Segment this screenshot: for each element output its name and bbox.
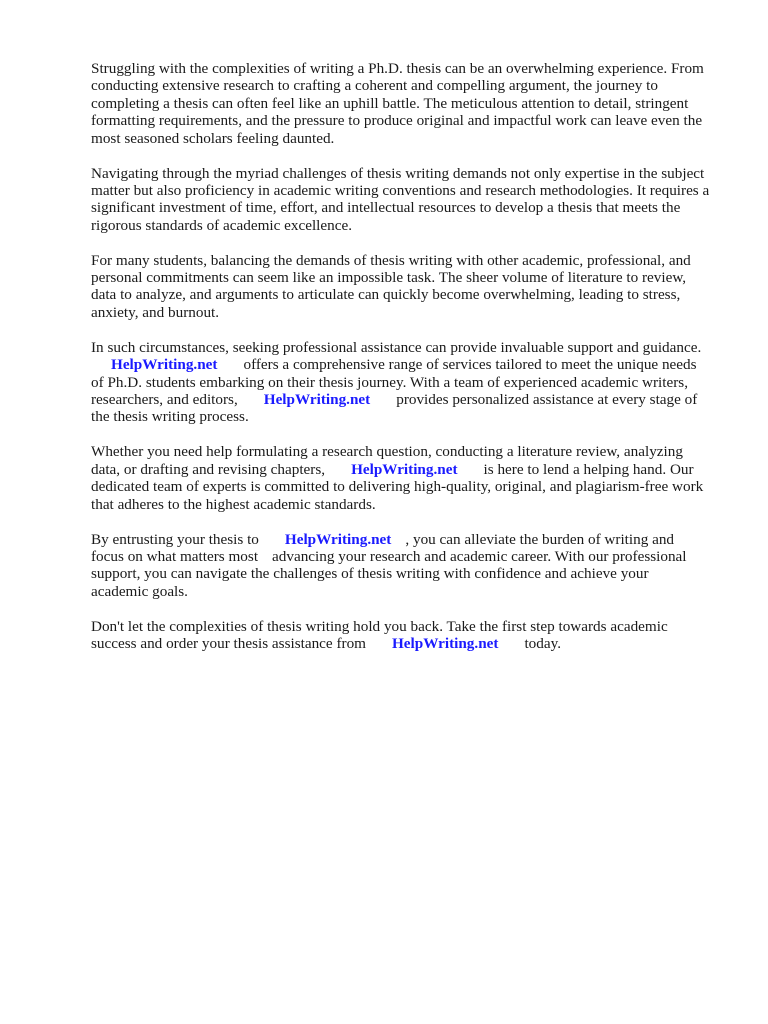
text-line — [91, 356, 731, 373]
paragraph-intro — [91, 60, 731, 147]
text-fragment: advancing your research and academic career. With our professional — [272, 547, 687, 565]
text-line — [91, 461, 731, 478]
text-fragment: success and order your thesis assistance from — [91, 635, 366, 653]
text-line: academic goals. — [91, 582, 188, 600]
text-line: that adheres to the highest academic standards. — [91, 495, 376, 513]
text-line: significant investment of time, effort, and intellectual resources to develop a thesis that meets the — [91, 199, 681, 217]
helpwriting-link[interactable]: HelpWriting.net — [263, 391, 371, 409]
text-line — [91, 548, 731, 565]
helpwriting-link[interactable]: HelpWriting.net — [351, 460, 458, 478]
document-page — [91, 60, 731, 670]
text-line: support, you can navigate the challenges of thesis writing with confidence and achieve your — [91, 565, 649, 583]
paragraph-assistance — [91, 339, 731, 426]
text-line: formatting requirements, and the pressure to produce original and impactful work can leave even the — [91, 112, 703, 130]
text-line: anxiety, and burnout. — [91, 303, 220, 321]
text-fragment: is here to lend a helping hand. Our — [483, 460, 694, 478]
paragraph-entrusting — [91, 531, 731, 601]
text-line — [91, 391, 731, 408]
text-line: the thesis writing process. — [91, 408, 249, 426]
text-fragment: By entrusting your thesis to — [91, 530, 259, 548]
paragraph-balancing — [91, 252, 731, 322]
paragraph-services — [91, 443, 731, 513]
text-line: Navigating through the myriad challenges of thesis writing demands not only expertise in the subject — [91, 164, 705, 182]
text-line: dedicated team of experts is committed to delivering high-quality, original, and plagiarism-free work — [91, 478, 704, 496]
text-line: In such circumstances, seeking professional assistance can provide invaluable support and guidance. — [91, 338, 702, 356]
text-line: For many students, balancing the demands of thesis writing with other academic, professional, and — [91, 251, 691, 269]
text-fragment: today. — [524, 635, 562, 653]
text-line: rigorous standards of academic excellence. — [91, 216, 353, 234]
text-fragment: provides personalized assistance at every stage of — [396, 391, 698, 409]
text-line: Don't let the complexities of thesis writing hold you back. Take the first step towards academic — [91, 617, 668, 635]
text-line: Whether you need help formulating a research question, conducting a literature review, analyzing — [91, 443, 683, 461]
paragraph-call-to-action — [91, 618, 731, 653]
paragraph-challenges — [91, 165, 731, 235]
text-line: data to analyze, and arguments to articulate can quickly become overwhelming, leading to stress, — [91, 286, 681, 304]
text-line: completing a thesis can often feel like an uphill battle. The meticulous attention to detail, stringent — [91, 94, 689, 112]
text-fragment: data, or drafting and revising chapters, — [91, 460, 326, 478]
text-line: Struggling with the complexities of writing a Ph.D. thesis can be an overwhelming experience. From — [91, 60, 704, 77]
text-fragment: offers a comprehensive range of services tailored to meet the unique needs — [243, 356, 697, 374]
text-line: of Ph.D. students embarking on their thesis journey. With a team of experienced academic writers, — [91, 373, 689, 391]
text-line: conducting extensive research to crafting a coherent and compelling argument, the journey to — [91, 77, 658, 95]
helpwriting-link[interactable]: HelpWriting.net — [111, 356, 218, 374]
text-line: most seasoned scholars feeling daunted. — [91, 129, 335, 147]
text-line: personal commitments can seem like an impossible task. The sheer volume of literature to review, — [91, 269, 687, 287]
text-line: matter but also proficiency in academic writing conventions and research methodologies. It requires a — [91, 181, 710, 199]
text-line — [91, 531, 731, 548]
text-fragment: focus on what matters most — [91, 547, 259, 565]
text-fragment: researchers, and editors, — [91, 391, 238, 409]
text-fragment: , you can alleviate the burden of writing and — [405, 530, 675, 548]
helpwriting-link[interactable]: HelpWriting.net — [391, 635, 499, 653]
helpwriting-link[interactable]: HelpWriting.net — [284, 530, 392, 548]
text-line — [91, 635, 731, 652]
